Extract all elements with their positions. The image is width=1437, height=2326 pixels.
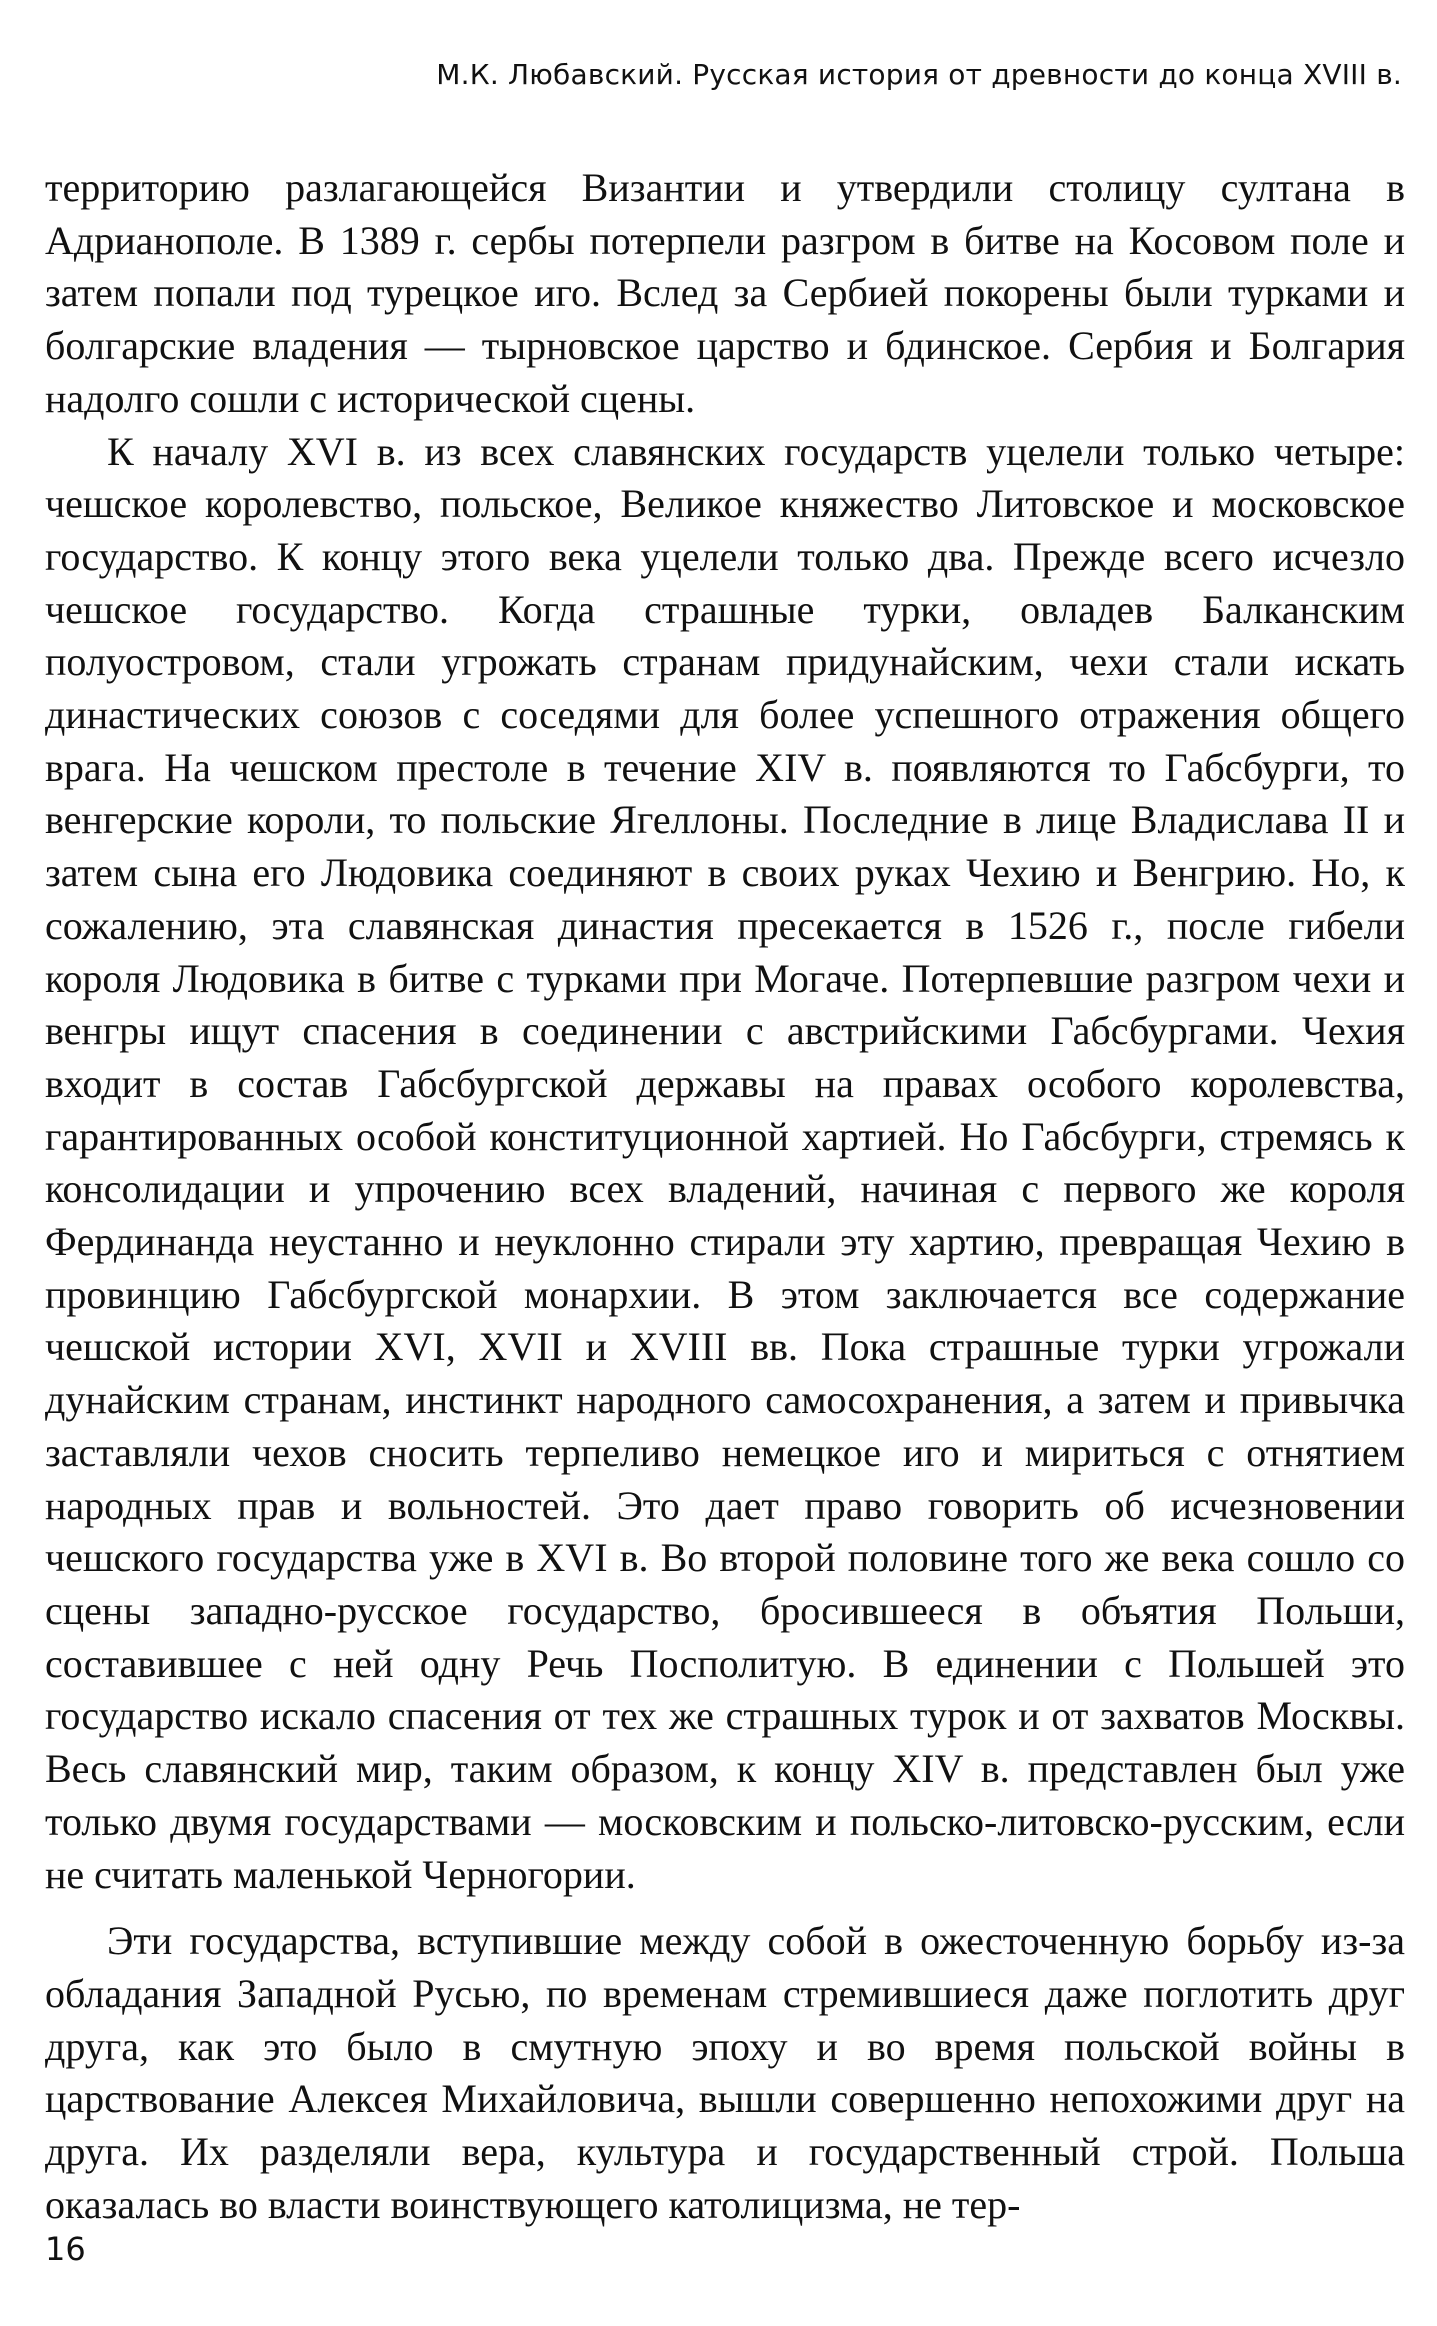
- paragraph-2: К началу XVI в. из всех славянских государств уцелели только четыре: чешское королевство, польское, Великое княжество Литовское и московское государство. К концу этого века уцелели только два. Прежде всего исчезло чешское государство. Когда страшные турки, овладев Балканским полуостровом, стали угрожать странам придунайским, чехи стали искать династических союзов с соседями для более успешного отражения общего врага. На чешском престоле в течение XIV в. появляются то Габсбурги, то венгерские короли, то польские Ягеллоны. Последние в лице Владислава II и затем сына его Людовика соединяют в своих руках Чехию и Венгрию. Но, к сожалению, эта славянская династия пресекается в 1526 г., после гибели короля Людовика в битве с турками при Могаче. Потерпевшие разгром чехи и венгры ищут спасения в соединении с австрийскими Габсбургами. Чехия входит в состав Габсбургской державы на правах особого королевства, гарантированных особой конституционной хартией. Но Габсбурги, стремясь к консолидации и упрочению всех владений, начиная с первого же короля Фердинанда неустанно и неуклонно стирали эту хартию, превращая Чехию в провинцию Габсбургской монархии. В этом заключается все содержание чешской истории XVI, XVII и XVIII вв. Пока страшные турки угрожали дунайским странам, инстинкт народного самосохранения, а затем и привычка заставляли чехов сносить терпеливо немецкое иго и мириться с отнятием народных прав и вольностей. Это дает право говорить об исчезновении чешского государства уже в XVI в. Во второй половине того же века сошло со сцены западно-русское государство, бросившееся в объятия Польши, составившее с ней одну Речь Посполитую. В единении с Польшей это государство искало спасения от тех же страшных турок и от захватов Москвы. Весь славянский мир, таким образом, к концу XIV в. представлен был уже только двумя государствами — московским и польско-литовско-русским, если не считать маленькой Черногории.: [45, 428, 1405, 1897]
- paragraph-3: Эти государства, вступившие между собой в ожесточенную борьбу из-за обладания Западной Русью, по временам стремившиеся даже поглотить друг друга, как это было в смутную эпоху и во время польской войны в царствование Алексея Михайловича, вышли совершенно непохожими друг на друга. Их разделяли вера, культура и государственный строй. Польша оказалась во власти воинствующего католицизма, не тер-: [45, 1918, 1405, 2227]
- paragraph-1: территорию разлагающейся Византии и утвердили столицу султана в Адрианополе. В 1389 г. сербы потерпели разгром в битве на Косовом поле и затем попали под турецкое иго. Вслед за Сербией покорены были турками и болгарские владения — тырновское царство и бдинское. Сербия и Болгария надолго сошли с исторической сцены.: [45, 165, 1405, 421]
- page-number: 16: [45, 2230, 86, 2268]
- running-header: М.К. Любавский. Русская история от древности до конца XVIII в.: [436, 58, 1402, 91]
- body-text: [45, 162, 1405, 2231]
